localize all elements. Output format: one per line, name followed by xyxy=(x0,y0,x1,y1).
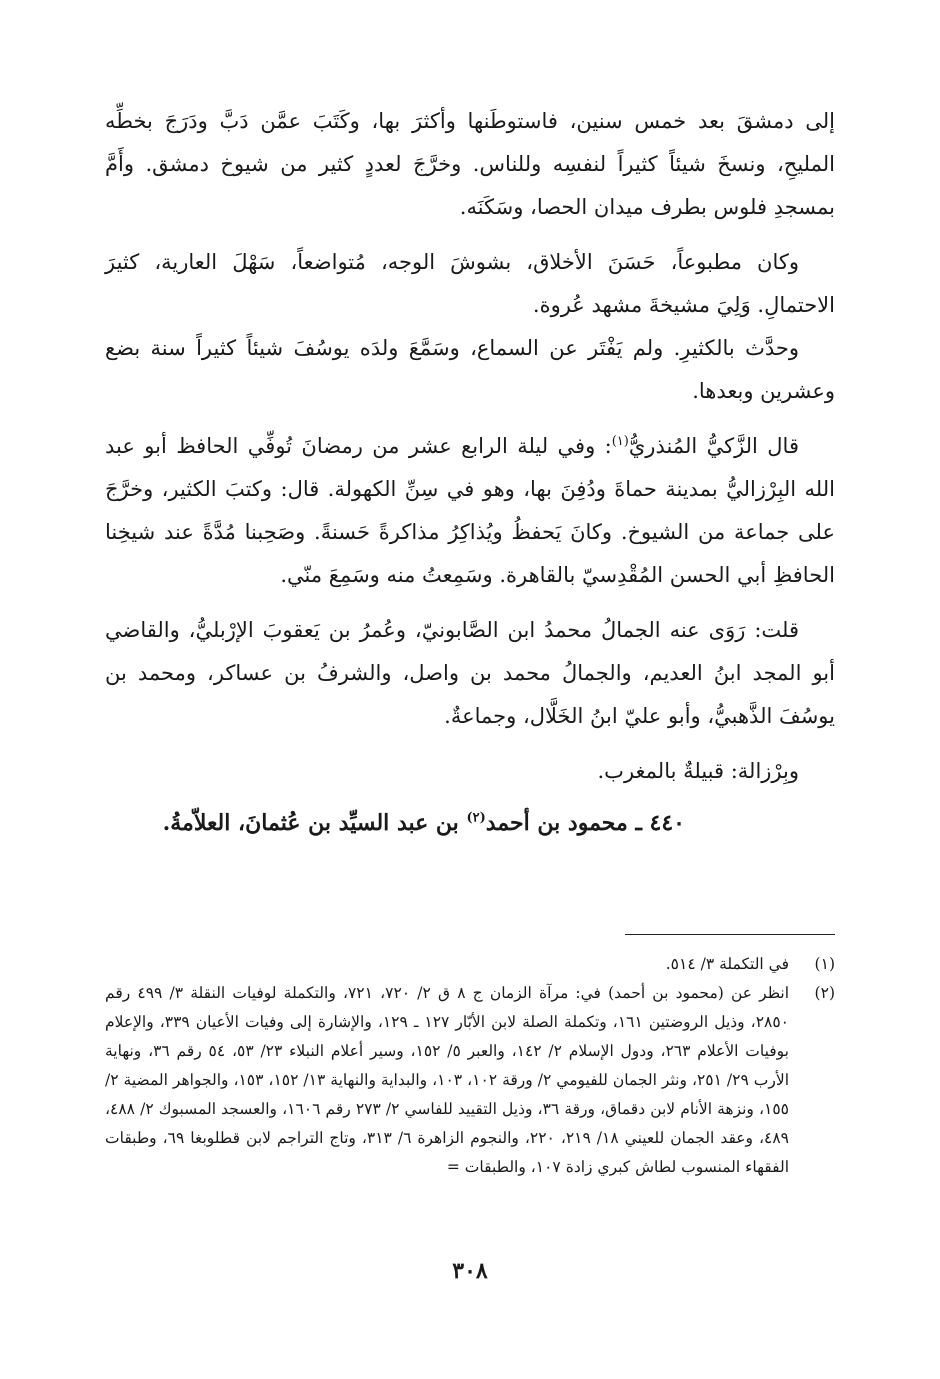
footnote-divider xyxy=(625,934,835,935)
main-text-block xyxy=(105,100,835,845)
entry-name: ٤٤٠ ـ محمود بن أحمد xyxy=(485,810,685,836)
footnote-marker: (١) xyxy=(814,955,835,973)
paragraph-narrators: قلت: رَوَى عنه الجمالُ محمدُ ابن الصَّابونيّ، وعُمرُ بن يَعقوبَ الإرْبليُّ، والقاضي أبو المجد ابنُ العديم، والجمالُ محمد بن واصل، والشرفُ بن عساكر، ومحمد بن يوسُفَ الذَّهبيُّ، وأبو عليّ ابنُ الخَلَّال، وجماعةٌ. xyxy=(105,618,835,728)
footnote-ref-1: (١) xyxy=(611,434,629,449)
footnote-1 xyxy=(105,950,835,979)
mundhiri-lead: قال الزَّكيُّ المُنذريُّ xyxy=(628,434,799,458)
paragraph-narration: وحدَّث بالكثيرِ. ولم يَفْتَر عن السماع، وسَمَّعَ ولدَه يوسُفَ شيئاً كثيراً سنة بضع وعشرين وبعدها. xyxy=(105,336,835,403)
footnote-text: في التكملة ٣/ ٥١٤. xyxy=(665,955,789,973)
footnote-text: انظر عن (محمود بن أحمد) في: مرآة الزمان ج ٨ ق ٢/ ٧٢٠، ٧٢١، والتكملة لوفيات النقلة ٣/ ٤٩٩ رقم ٢٨٥٠، وذيل الروضتين ١٦١، وتكملة الصلة لابن الأبّار ١٢٧ ـ ١٢٩، والإشارة إلى وفيات الأعيان ٣٣٩، والإعلام بوفيات الأعلام ٢٦٣، ودول الإسلام ٢/ ١٤٢، والعبر ٥/ ١٥٢، وسير أعلام النبلاء ٢٣/ ٥٣، ٥٤ رقم ٣٦، ونهاية الأرب ٢٩/ ٢٥١، ونثر الجمان للفيومي ٢/ ورقة ١٠٢، ١٠٣، والبداية والنهاية ١٣/ ١٥٢، ١٥٣، والجواهر المضية ٢/ ١٥٥، ونزهة الأنام لابن دقماق، ورقة ٣٦، وذيل التقييد للفاسي ٢/ ٢٧٣ رقم ١٦٠٦، والعسجد المسبوك ٢/ ٤٨٨، ٤٨٩، وعقد الجمان للعيني ١٨/ ٢١٩، ٢٢٠، والنجوم الزاهرة ٦/ ٣١٣، وتاج التراجم لابن قطلوبغا ٦٩، وطبقات الفقهاء المنسوب لطاش كبري زادة ١٠٧، والطبقات = xyxy=(105,984,790,1176)
mundhiri-body: : وفي ليلة الرابع عشر من رمضانَ تُوفِّي الحافظ أبو عبد الله البِرْزاليُّ بمدينة حماةَ ودُفِنَ بها، وهو في سِنِّ الكهولة. قال: وكتبَ الكثير، وخرَّجَ على جماعة من الشيوخ. وكانَ يَحفظُ ويُذاكِرُ مذاكرةً حَسنةً. وصَحِبنا مُدَّةً عند شيخِنا الحافظِ أبي الحسن المُقْدِسيّ بالقاهرة. وسَمِعتُ منه وسَمِعَ منّي. xyxy=(105,434,835,587)
footnote-ref-2: (٢) xyxy=(466,810,486,826)
entry-heading-440 xyxy=(105,801,835,845)
footnote-marker: (٢) xyxy=(814,984,835,1002)
footnotes-block xyxy=(105,950,835,1182)
paragraph-damascus: إلى دمشقَ بعد خمس سنين، فاستوطَنها وأكثرَ بها، وكَتَبَ عمَّن دَبَّ ودَرَجَ بخطِّه المليحِ، ونسخَ شيئاً كثيراً لنفسِه وللناس. وخرَّجَ لعددٍ كثير من شيوخ دمشق. وأَمَّ بمسجدِ فلوس بطرف ميدان الحصا، وسَكَنَه. xyxy=(105,109,835,219)
page-number: ٣٠٨ xyxy=(452,1258,488,1284)
footnote-2 xyxy=(105,979,835,1182)
paragraph-mundhiri-quote xyxy=(105,425,835,597)
paragraph-character: وكان مطبوعاً، حَسَنَ الأخلاق، بشوشَ الوجه، مُتواضعاً، سَهْلَ العارية، كثيرَ الاحتمالِ. وَلِيَ مشيخةَ مشهد عُروة. xyxy=(105,250,835,317)
entry-name-rest: بن عبد السيِّد بن عُثمانَ، العلاّمةُ. xyxy=(162,810,467,836)
paragraph-birzala: وبِرْزالة: قبيلةٌ بالمغرب. xyxy=(597,759,799,783)
